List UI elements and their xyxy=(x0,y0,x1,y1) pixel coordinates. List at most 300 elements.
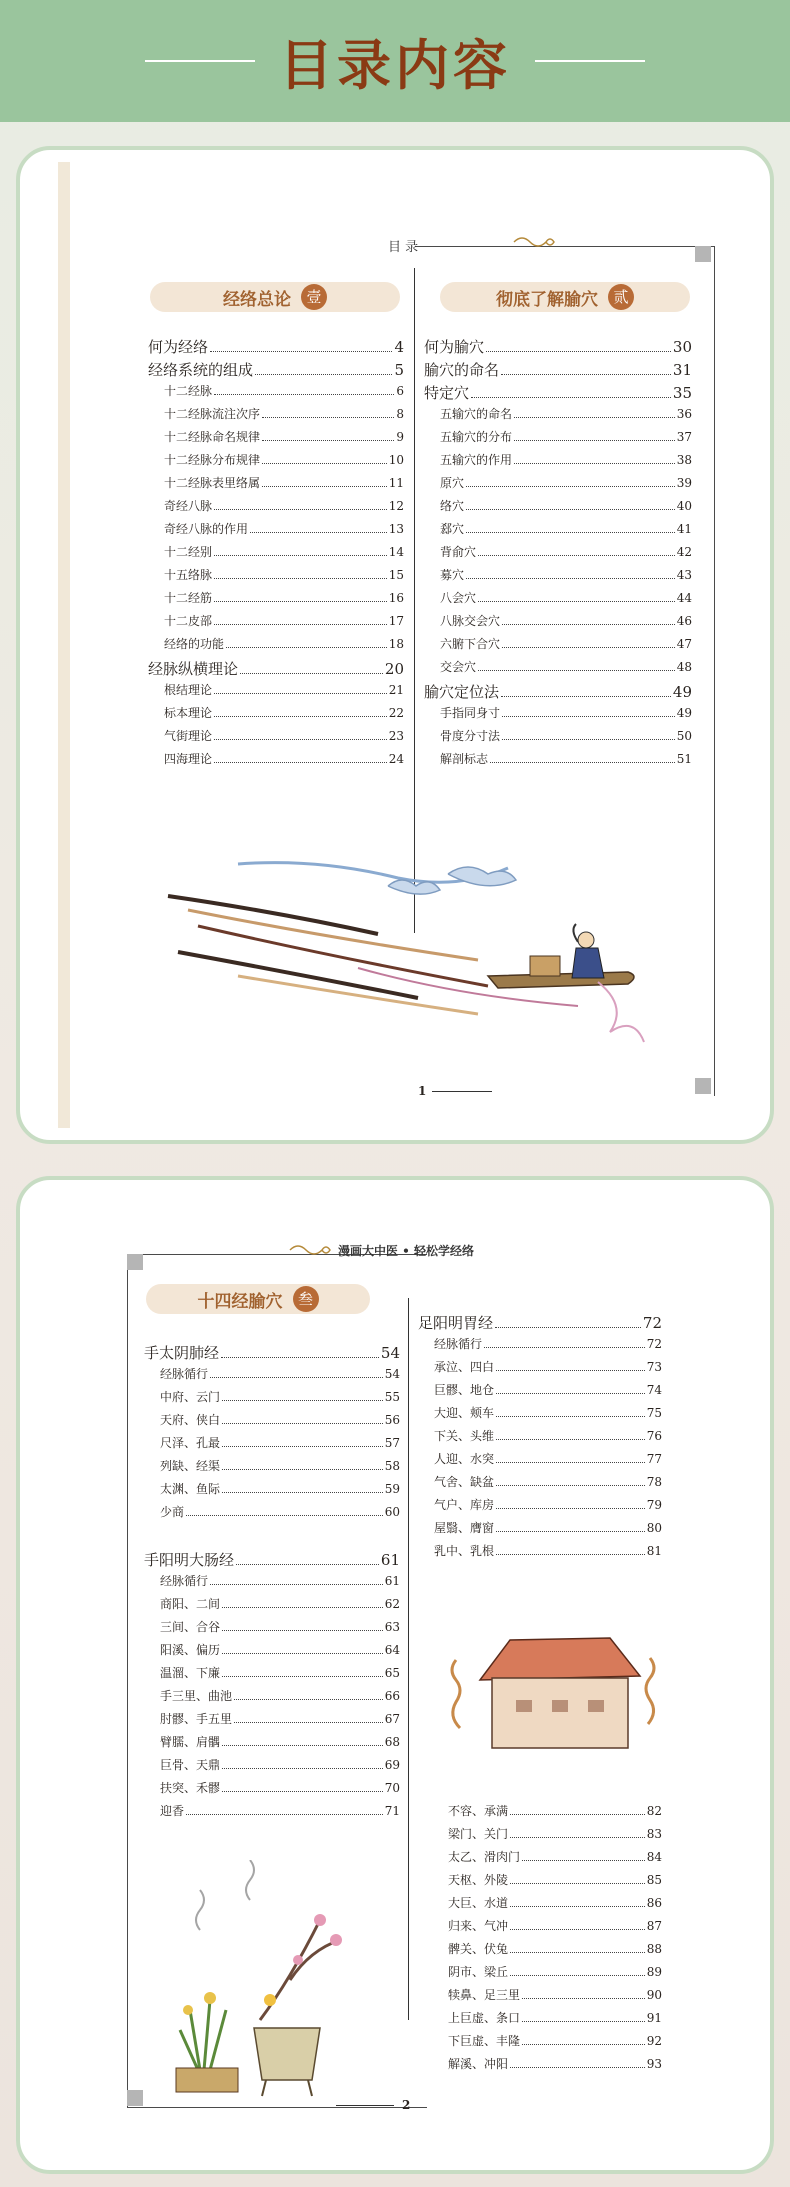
toc-page-number: 49 xyxy=(676,706,692,720)
frame-corner xyxy=(127,2090,143,2106)
toc-page-number: 88 xyxy=(646,1942,662,1956)
toc-leader-dots xyxy=(250,532,387,533)
toc-page-number: 79 xyxy=(646,1498,662,1512)
toc-entry-row[interactable] xyxy=(424,635,692,658)
toc-page-number: 76 xyxy=(646,1429,662,1443)
toc-chapter-row[interactable] xyxy=(148,336,404,359)
toc-entry-row[interactable] xyxy=(144,1457,400,1480)
toc-entry-title: 十二经脉命名规律 xyxy=(164,430,261,444)
toc-page-number: 59 xyxy=(384,1482,400,1496)
toc-entry-title: 列缺、经渠 xyxy=(160,1459,221,1473)
toc-entry-title: 太乙、滑肉门 xyxy=(448,1850,521,1864)
toc-leader-dots xyxy=(510,1906,645,1907)
toc-entry-title: 十二经脉流注次序 xyxy=(164,407,261,421)
toc-page-number: 87 xyxy=(646,1919,662,1933)
toc-leader-dots xyxy=(496,1531,645,1532)
section-number-badge: 壹 xyxy=(301,284,327,310)
toc-entry-title: 臂臑、肩髃 xyxy=(160,1735,221,1749)
toc-leader-dots xyxy=(496,1462,645,1463)
toc-leader-dots xyxy=(240,673,383,674)
toc-page-number: 18 xyxy=(388,637,404,651)
toc-entry-row[interactable] xyxy=(148,520,404,543)
toc-leader-dots xyxy=(262,440,394,441)
toc-entry-title: 十二经脉分布规律 xyxy=(164,453,261,467)
toc-entry-row[interactable] xyxy=(424,405,692,428)
toc-entry-row[interactable] xyxy=(424,520,692,543)
toc-entry-title: 犊鼻、足三里 xyxy=(448,1988,521,2002)
toc-leader-dots xyxy=(214,716,387,717)
toc-page-number: 36 xyxy=(676,407,692,421)
toc-entry-row[interactable] xyxy=(144,1480,400,1503)
column-divider xyxy=(408,1298,409,2020)
toc-page-number: 93 xyxy=(646,2057,662,2071)
toc-entry-row[interactable] xyxy=(432,1963,662,1986)
toc-page-number: 61 xyxy=(380,1551,400,1569)
toc-page-number: 75 xyxy=(646,1406,662,1420)
toc-entry-title: 原穴 xyxy=(440,476,465,490)
toc-entry-row[interactable] xyxy=(144,1572,400,1595)
toc-entry-row[interactable] xyxy=(144,1411,400,1434)
page-number: 1 xyxy=(418,1084,427,1098)
toc-page-number: 77 xyxy=(646,1452,662,1466)
toc-page-number: 17 xyxy=(388,614,404,628)
toc-entry-row[interactable] xyxy=(424,451,692,474)
toc-leader-dots xyxy=(496,1393,645,1394)
toc-page-number: 72 xyxy=(642,1314,662,1332)
toc-entry-row[interactable] xyxy=(424,589,692,612)
toc-entry-row[interactable] xyxy=(424,658,692,681)
toc-page-number: 13 xyxy=(388,522,404,536)
toc-leader-dots xyxy=(466,532,675,533)
toc-leader-dots xyxy=(222,1469,383,1470)
toc-entry-title: 根结理论 xyxy=(164,683,213,697)
toc-page-number: 20 xyxy=(384,660,404,678)
toc-leader-dots xyxy=(501,696,671,697)
toc-entry-row[interactable] xyxy=(432,1848,662,1871)
toc-leader-dots xyxy=(221,1357,379,1358)
toc-spacer xyxy=(144,1526,400,1549)
toc-entry-title: 扶突、禾髎 xyxy=(160,1781,221,1795)
toc-chapter-row[interactable] xyxy=(424,359,692,382)
toc-entry-row[interactable] xyxy=(432,1894,662,1917)
toc-leader-dots xyxy=(236,1564,379,1565)
toc-leader-dots xyxy=(214,762,387,763)
toc-leader-dots xyxy=(502,624,675,625)
toc-page-number: 30 xyxy=(672,338,692,356)
toc-entry-row[interactable] xyxy=(148,474,404,497)
toc-page-number: 54 xyxy=(384,1367,400,1381)
toc-page-number: 65 xyxy=(384,1666,400,1680)
toc-entry-title: 天府、侠白 xyxy=(160,1413,221,1427)
toc-entry-title: 归来、气冲 xyxy=(448,1919,509,1933)
toc-entry-title: 经脉纵横理论 xyxy=(148,660,239,678)
toc-leader-dots xyxy=(522,1998,645,1999)
toc-entry-row[interactable] xyxy=(148,612,404,635)
toc-entry-row[interactable] xyxy=(432,2009,662,2032)
toc-page-number: 82 xyxy=(646,1804,662,1818)
toc-leader-dots xyxy=(510,1952,645,1953)
toc-entry-row[interactable] xyxy=(144,1710,400,1733)
toc-leader-dots xyxy=(496,1439,645,1440)
toc-page-number: 22 xyxy=(388,706,404,720)
toc-entry-row[interactable] xyxy=(144,1503,400,1526)
toc-leader-dots xyxy=(510,1975,645,1976)
running-header: 漫画大中医 • 轻松学经络 xyxy=(338,1244,475,1258)
toc-chapter-row[interactable] xyxy=(148,359,404,382)
toc-leader-dots xyxy=(502,716,675,717)
toc-page-number: 35 xyxy=(672,384,692,402)
toc-leader-dots xyxy=(501,374,671,375)
toc-entry-row[interactable] xyxy=(418,1473,662,1496)
toc-entry-title: 阳溪、偏历 xyxy=(160,1643,221,1657)
banner-rule-left xyxy=(145,60,255,62)
toc-entry-row[interactable] xyxy=(144,1365,400,1388)
toc-leader-dots xyxy=(222,1745,383,1746)
page-number: 2 xyxy=(402,2098,411,2112)
toc-page-number: 38 xyxy=(676,453,692,467)
toc-entry-title: 温溜、下廉 xyxy=(160,1666,221,1680)
potted-plants-illustration xyxy=(170,1860,370,2100)
toc-page-number: 57 xyxy=(384,1436,400,1450)
toc-leader-dots xyxy=(186,1814,383,1815)
toc-entry-row[interactable] xyxy=(144,1618,400,1641)
toc-leader-dots xyxy=(514,463,675,464)
toc-page-number: 11 xyxy=(388,476,404,490)
toc-page-number: 41 xyxy=(676,522,692,536)
toc-entry-row[interactable] xyxy=(144,1664,400,1687)
toc-page-number: 46 xyxy=(676,614,692,628)
toc-page-number: 15 xyxy=(388,568,404,582)
toc-page-number: 64 xyxy=(384,1643,400,1657)
toc-entry-title: 屋翳、膺窗 xyxy=(434,1521,495,1535)
toc-page-number: 49 xyxy=(672,683,692,701)
toc-leader-dots xyxy=(490,762,675,763)
toc-entry-row[interactable] xyxy=(148,704,404,727)
section-title: 经络总论 xyxy=(223,289,291,310)
toc-entry-title: 特定穴 xyxy=(424,384,470,402)
toc-entry-title: 下关、头维 xyxy=(434,1429,495,1443)
toc-leader-dots xyxy=(466,509,675,510)
toc-entry-row[interactable] xyxy=(148,681,404,704)
toc-page-number: 72 xyxy=(646,1337,662,1351)
toc-leader-dots xyxy=(262,417,394,418)
toc-entry-row[interactable] xyxy=(424,543,692,566)
toc-list-left xyxy=(144,1342,400,1825)
toc-leader-dots xyxy=(214,624,387,625)
toc-entry-title: 大巨、水道 xyxy=(448,1896,509,1910)
toc-page-number: 67 xyxy=(384,1712,400,1726)
toc-leader-dots xyxy=(495,1327,641,1328)
toc-entry-title: 天枢、外陵 xyxy=(448,1873,509,1887)
toc-entry-title: 上巨虚、条口 xyxy=(448,2011,521,2025)
toc-entry-title: 手阳明大肠经 xyxy=(144,1551,235,1569)
toc-entry-row[interactable] xyxy=(432,1871,662,1894)
toc-entry-row[interactable] xyxy=(424,474,692,497)
toc-list-left xyxy=(148,336,404,773)
toc-page-number: 61 xyxy=(384,1574,400,1588)
toc-page-number: 39 xyxy=(676,476,692,490)
toc-entry-title: 髀关、伏兔 xyxy=(448,1942,509,1956)
toc-leader-dots xyxy=(478,555,675,556)
toc-entry-title: 三间、合谷 xyxy=(160,1620,221,1634)
toc-leader-dots xyxy=(222,1653,383,1654)
toc-chapter-row[interactable] xyxy=(424,382,692,405)
toc-entry-row[interactable] xyxy=(418,1404,662,1427)
toc-leader-dots xyxy=(486,351,671,352)
toc-entry-row[interactable] xyxy=(424,704,692,727)
toc-entry-row[interactable] xyxy=(144,1388,400,1411)
toc-entry-row[interactable] xyxy=(418,1496,662,1519)
toc-entry-row[interactable] xyxy=(418,1358,662,1381)
toc-leader-dots xyxy=(510,2067,645,2068)
toc-entry-row[interactable] xyxy=(148,497,404,520)
toc-entry-row[interactable] xyxy=(424,428,692,451)
toc-entry-row[interactable] xyxy=(418,1519,662,1542)
toc-leader-dots xyxy=(222,1423,383,1424)
toc-list-right-top xyxy=(418,1312,662,1565)
toc-entry-title: 交会穴 xyxy=(440,660,477,674)
toc-page-number: 90 xyxy=(646,1988,662,2002)
book-spine xyxy=(58,162,70,1128)
toc-entry-row[interactable] xyxy=(144,1434,400,1457)
toc-chapter-row[interactable] xyxy=(148,658,404,681)
section-pill-3 xyxy=(146,1284,370,1314)
toc-page-number: 9 xyxy=(396,430,404,444)
toc-entry-row[interactable] xyxy=(144,1756,400,1779)
toc-entry-row[interactable] xyxy=(424,566,692,589)
toc-page-number: 23 xyxy=(388,729,404,743)
toc-entry-title: 何为经络 xyxy=(148,338,209,356)
toc-entry-title: 五输穴的分布 xyxy=(440,430,513,444)
toc-entry-row[interactable] xyxy=(424,750,692,773)
toc-page-number: 86 xyxy=(646,1896,662,1910)
toc-entry-title: 迎香 xyxy=(160,1804,185,1818)
toc-leader-dots xyxy=(214,601,387,602)
toc-leader-dots xyxy=(478,670,675,671)
toc-leader-dots xyxy=(214,555,387,556)
toc-page-number: 58 xyxy=(384,1459,400,1473)
toc-entry-row[interactable] xyxy=(432,1986,662,2009)
toc-page-number: 42 xyxy=(676,545,692,559)
toc-leader-dots xyxy=(222,1791,383,1792)
toc-leader-dots xyxy=(222,1768,383,1769)
toc-chapter-row[interactable] xyxy=(144,1549,400,1572)
toc-page-number: 56 xyxy=(384,1413,400,1427)
toc-page-number: 68 xyxy=(384,1735,400,1749)
toc-leader-dots xyxy=(471,397,671,398)
toc-leader-dots xyxy=(222,1607,383,1608)
toc-entry-row[interactable] xyxy=(144,1687,400,1710)
toc-leader-dots xyxy=(214,578,387,579)
toc-page-number: 83 xyxy=(646,1827,662,1841)
toc-page-number: 44 xyxy=(676,591,692,605)
toc-chapter-row[interactable] xyxy=(424,681,692,704)
toc-chapter-row[interactable] xyxy=(424,336,692,359)
toc-entry-title: 手三里、曲池 xyxy=(160,1689,233,1703)
section-pill-1 xyxy=(150,282,400,312)
toc-entry-row[interactable] xyxy=(148,451,404,474)
toc-page-number: 71 xyxy=(384,1804,400,1818)
toc-chapter-row[interactable] xyxy=(418,1312,662,1335)
toc-page-number: 60 xyxy=(384,1505,400,1519)
toc-page-number: 21 xyxy=(388,683,404,697)
toc-page-number: 73 xyxy=(646,1360,662,1374)
toc-page-number: 92 xyxy=(646,2034,662,2048)
toc-entry-row[interactable] xyxy=(148,635,404,658)
toc-leader-dots xyxy=(214,509,387,510)
toc-leader-dots xyxy=(214,394,394,395)
banner-title: 目录内容 xyxy=(279,33,511,97)
toc-entry-row[interactable] xyxy=(148,405,404,428)
toc-page-number: 62 xyxy=(384,1597,400,1611)
toc-entry-row[interactable] xyxy=(418,1542,662,1565)
toc-entry-title: 太渊、鱼际 xyxy=(160,1482,221,1496)
toc-entry-row[interactable] xyxy=(148,727,404,750)
section-title: 彻底了解腧穴 xyxy=(496,289,598,310)
toc-leader-dots xyxy=(222,1446,383,1447)
toc-page-number: 48 xyxy=(676,660,692,674)
toc-page-number: 91 xyxy=(646,2011,662,2025)
toc-entry-row[interactable] xyxy=(144,1779,400,1802)
toc-entry-row[interactable] xyxy=(432,2055,662,2078)
toc-entry-title: 商阳、二间 xyxy=(160,1597,221,1611)
toc-entry-title: 六腑下合穴 xyxy=(440,637,501,651)
toc-entry-title: 大迎、颊车 xyxy=(434,1406,495,1420)
toc-entry-title: 十二经脉表里络属 xyxy=(164,476,261,490)
toc-entry-title: 梁门、关门 xyxy=(448,1827,509,1841)
toc-entry-row[interactable] xyxy=(148,589,404,612)
toc-page-number: 81 xyxy=(646,1544,662,1558)
toc-entry-title: 经脉循行 xyxy=(434,1337,483,1351)
toc-entry-row[interactable] xyxy=(418,1450,662,1473)
toc-leader-dots xyxy=(522,2044,645,2045)
cloud-ornament-icon xyxy=(286,1240,336,1260)
toc-leader-dots xyxy=(255,374,392,375)
toc-entry-row[interactable] xyxy=(424,497,692,520)
toc-page-number: 69 xyxy=(384,1758,400,1772)
toc-entry-row[interactable] xyxy=(148,750,404,773)
toc-page-number: 78 xyxy=(646,1475,662,1489)
toc-entry-title: 五输穴的作用 xyxy=(440,453,513,467)
toc-entry-row[interactable] xyxy=(424,727,692,750)
toc-entry-title: 下巨虚、丰隆 xyxy=(448,2034,521,2048)
toc-page-number: 37 xyxy=(676,430,692,444)
toc-entry-row[interactable] xyxy=(144,1802,400,1825)
toc-entry-row[interactable] xyxy=(424,612,692,635)
toc-entry-title: 人迎、水突 xyxy=(434,1452,495,1466)
toc-entry-row[interactable] xyxy=(144,1641,400,1664)
toc-page-number: 80 xyxy=(646,1521,662,1535)
toc-entry-row[interactable] xyxy=(148,543,404,566)
toc-entry-row[interactable] xyxy=(432,2032,662,2055)
toc-entry-row[interactable] xyxy=(432,1917,662,1940)
toc-entry-title: 募穴 xyxy=(440,568,465,582)
toc-entry-title: 标本理论 xyxy=(164,706,213,720)
toc-entry-title: 经脉循行 xyxy=(160,1367,209,1381)
toc-leader-dots xyxy=(510,1837,645,1838)
toc-leader-dots xyxy=(214,693,387,694)
toc-entry-row[interactable] xyxy=(418,1427,662,1450)
toc-entry-row[interactable] xyxy=(148,566,404,589)
toc-leader-dots xyxy=(222,1400,383,1401)
toc-page-number: 51 xyxy=(676,752,692,766)
toc-leader-dots xyxy=(262,463,387,464)
toc-entry-title: 四海理论 xyxy=(164,752,213,766)
toc-page-number: 31 xyxy=(672,361,692,379)
toc-entry-title: 承泣、四白 xyxy=(434,1360,495,1374)
banner-rule-right xyxy=(535,60,645,62)
toc-leader-dots xyxy=(478,601,675,602)
page-number-rule xyxy=(336,2105,394,2106)
toc-entry-row[interactable] xyxy=(432,1940,662,1963)
toc-entry-title: 八会穴 xyxy=(440,591,477,605)
toc-entry-title: 气舍、缺盆 xyxy=(434,1475,495,1489)
toc-leader-dots xyxy=(466,486,675,487)
toc-page-number: 6 xyxy=(396,384,404,398)
toc-entry-title: 解剖标志 xyxy=(440,752,489,766)
toc-page-number: 50 xyxy=(676,729,692,743)
section-number-badge: 叁 xyxy=(293,1286,319,1312)
toc-entry-title: 少商 xyxy=(160,1505,185,1519)
toc-page-number: 40 xyxy=(676,499,692,513)
toc-entry-row[interactable] xyxy=(148,428,404,451)
toc-entry-title: 巨骨、天鼎 xyxy=(160,1758,221,1772)
toc-entry-title: 骨度分寸法 xyxy=(440,729,501,743)
section-pill-2 xyxy=(440,282,690,312)
toc-leader-dots xyxy=(210,1377,383,1378)
toc-entry-title: 五输穴的命名 xyxy=(440,407,513,421)
toc-entry-title: 十二经筋 xyxy=(164,591,213,605)
toc-list-right xyxy=(424,336,692,773)
section-number-badge: 贰 xyxy=(608,284,634,310)
toc-entry-title: 络穴 xyxy=(440,499,465,513)
toc-leader-dots xyxy=(496,1508,645,1509)
toc-entry-title: 解溪、冲阳 xyxy=(448,2057,509,2071)
toc-entry-row[interactable] xyxy=(144,1733,400,1756)
toc-leader-dots xyxy=(496,1416,645,1417)
toc-leader-dots xyxy=(234,1699,383,1700)
toc-entry-row[interactable] xyxy=(418,1335,662,1358)
toc-entry-title: 八脉交会穴 xyxy=(440,614,501,628)
toc-leader-dots xyxy=(484,1347,645,1348)
frame-corner xyxy=(695,1078,711,1094)
toc-entry-title: 十二皮部 xyxy=(164,614,213,628)
toc-entry-title: 郄穴 xyxy=(440,522,465,536)
toc-entry-title: 十二经脉 xyxy=(164,384,213,398)
toc-entry-title: 奇经八脉 xyxy=(164,499,213,513)
toc-leader-dots xyxy=(510,1883,645,1884)
toc-entry-row[interactable] xyxy=(432,1802,662,1825)
toc-page-number: 70 xyxy=(384,1781,400,1795)
toc-page-number: 43 xyxy=(676,568,692,582)
toc-entry-row[interactable] xyxy=(148,382,404,405)
toc-leader-dots xyxy=(262,486,387,487)
toc-chapter-row[interactable] xyxy=(144,1342,400,1365)
toc-entry-title: 肘髎、手五里 xyxy=(160,1712,233,1726)
toc-entry-row[interactable] xyxy=(144,1595,400,1618)
toc-entry-title: 经络系统的组成 xyxy=(148,361,254,379)
toc-entry-title: 奇经八脉的作用 xyxy=(164,522,249,536)
toc-entry-row[interactable] xyxy=(432,1825,662,1848)
toc-entry-row[interactable] xyxy=(418,1381,662,1404)
toc-leader-dots xyxy=(214,739,387,740)
toc-leader-dots xyxy=(210,1584,383,1585)
toc-page-number: 63 xyxy=(384,1620,400,1634)
toc-entry-title: 经脉循行 xyxy=(160,1574,209,1588)
toc-leader-dots xyxy=(222,1492,383,1493)
toc-page-number: 85 xyxy=(646,1873,662,1887)
toc-page-number: 74 xyxy=(646,1383,662,1397)
